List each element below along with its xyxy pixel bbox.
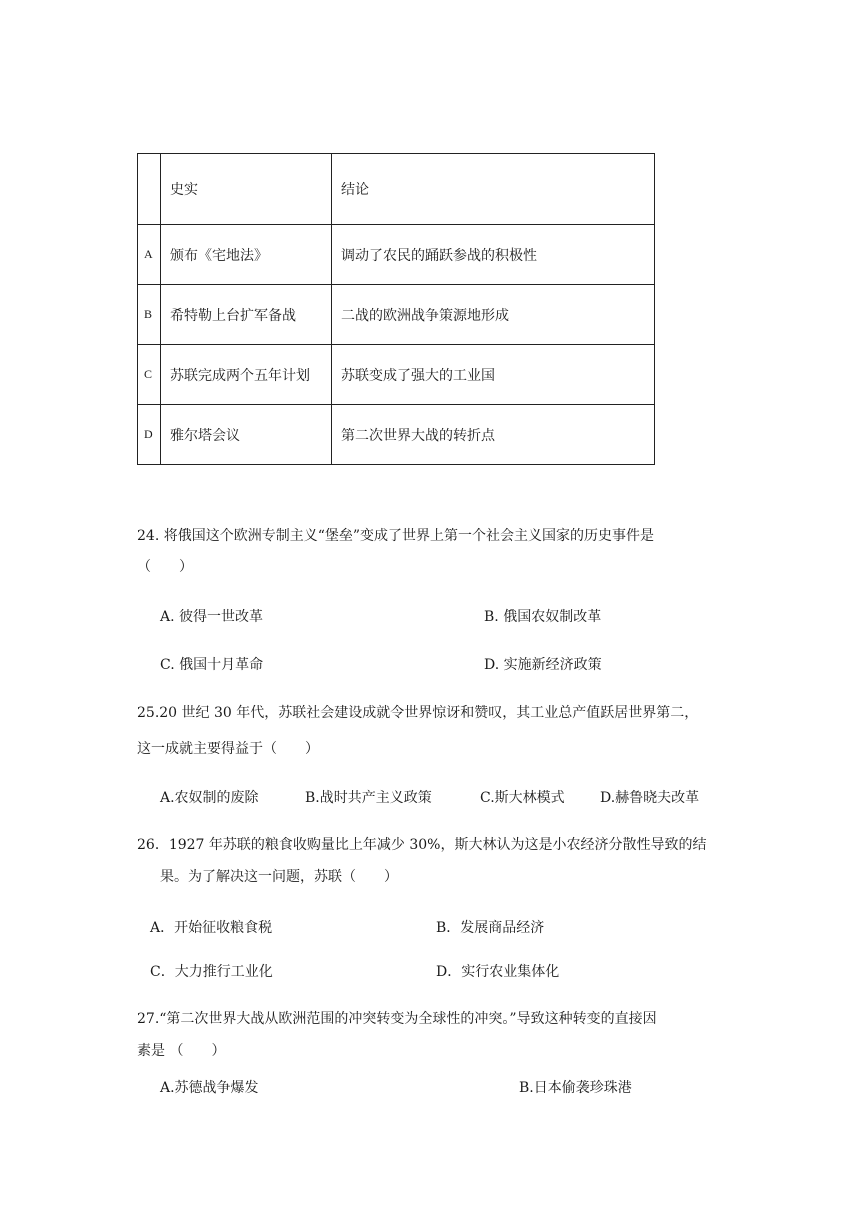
q26-stem-line1: 26．1927 年苏联的粮食收购量比上年减少 30%，斯大林认为这是小农经济分散性导致的结 <box>137 837 707 853</box>
q25-option-d: D.赫鲁晓夫改革 <box>600 790 700 806</box>
q25-option-a: A.农奴制的废除 <box>160 790 259 806</box>
q25-option-c: C.斯大林模式 <box>480 790 565 806</box>
q27-option-a: A.苏德战争爆发 <box>160 1080 259 1096</box>
row-fact: 苏联完成两个五年计划 <box>161 345 332 405</box>
q26-option-c: C．大力推行工业化 <box>150 964 273 980</box>
q24-stem-line1: 24. 将俄国这个欧洲专制主义“堡垒”变成了世界上第一个社会主义国家的历史事件是 <box>137 528 655 544</box>
row-fact: 颁布《宅地法》 <box>161 225 332 285</box>
row-label: C <box>138 345 161 405</box>
table-header-row <box>138 154 655 225</box>
row-fact: 雅尔塔会议 <box>161 405 332 465</box>
row-fact: 希特勒上台扩军备战 <box>161 285 332 345</box>
q26-option-b: B．发展商品经济 <box>436 920 545 936</box>
q27-stem-line1: 27.“第二次世界大战从欧洲范围的冲突转变为全球性的冲突。”导致这种转变的直接因 <box>137 1011 657 1027</box>
table-row <box>138 225 655 285</box>
q24-option-c: C. 俄国十月革命 <box>160 657 264 673</box>
facts-table <box>137 153 655 465</box>
q25-option-b: B.战时共产主义政策 <box>305 790 432 806</box>
row-label: B <box>138 285 161 345</box>
header-fact-cell: 史实 <box>161 154 332 225</box>
q27-stem-line2: 素是 （ ） <box>137 1043 226 1059</box>
row-conclusion: 苏联变成了强大的工业国 <box>332 345 655 405</box>
q27-option-b: B.日本偷袭珍珠港 <box>519 1080 632 1096</box>
row-label: A <box>138 225 161 285</box>
row-conclusion: 调动了农民的踊跃参战的积极性 <box>332 225 655 285</box>
q26-option-d: D．实行农业集体化 <box>436 964 560 980</box>
q24-stem-line2: （ ） <box>137 559 193 575</box>
q25-stem-line1: 25.20 世纪 30 年代，苏联社会建设成就令世界惊讶和赞叹，其工业总产值跃居世界第二， <box>137 705 699 721</box>
row-conclusion: 二战的欧洲战争策源地形成 <box>332 285 655 345</box>
q24-option-a: A. 彼得一世改革 <box>160 609 264 625</box>
row-label: D <box>138 405 161 465</box>
row-conclusion: 第二次世界大战的转折点 <box>332 405 655 465</box>
q25-stem-line2: 这一成就主要得益于（ ） <box>137 741 319 757</box>
table-row <box>138 405 655 465</box>
q24-option-d: D. 实施新经济政策 <box>484 657 602 673</box>
header-label-cell <box>138 154 161 225</box>
q24-option-b: B. 俄国农奴制改革 <box>484 609 602 625</box>
table-row <box>138 345 655 405</box>
table-row <box>138 285 655 345</box>
header-conclusion-cell: 结论 <box>332 154 655 225</box>
q26-option-a: A．开始征收粮食税 <box>150 920 273 936</box>
q26-stem-line2: 果。为了解决这一问题，苏联（ ） <box>160 869 398 885</box>
